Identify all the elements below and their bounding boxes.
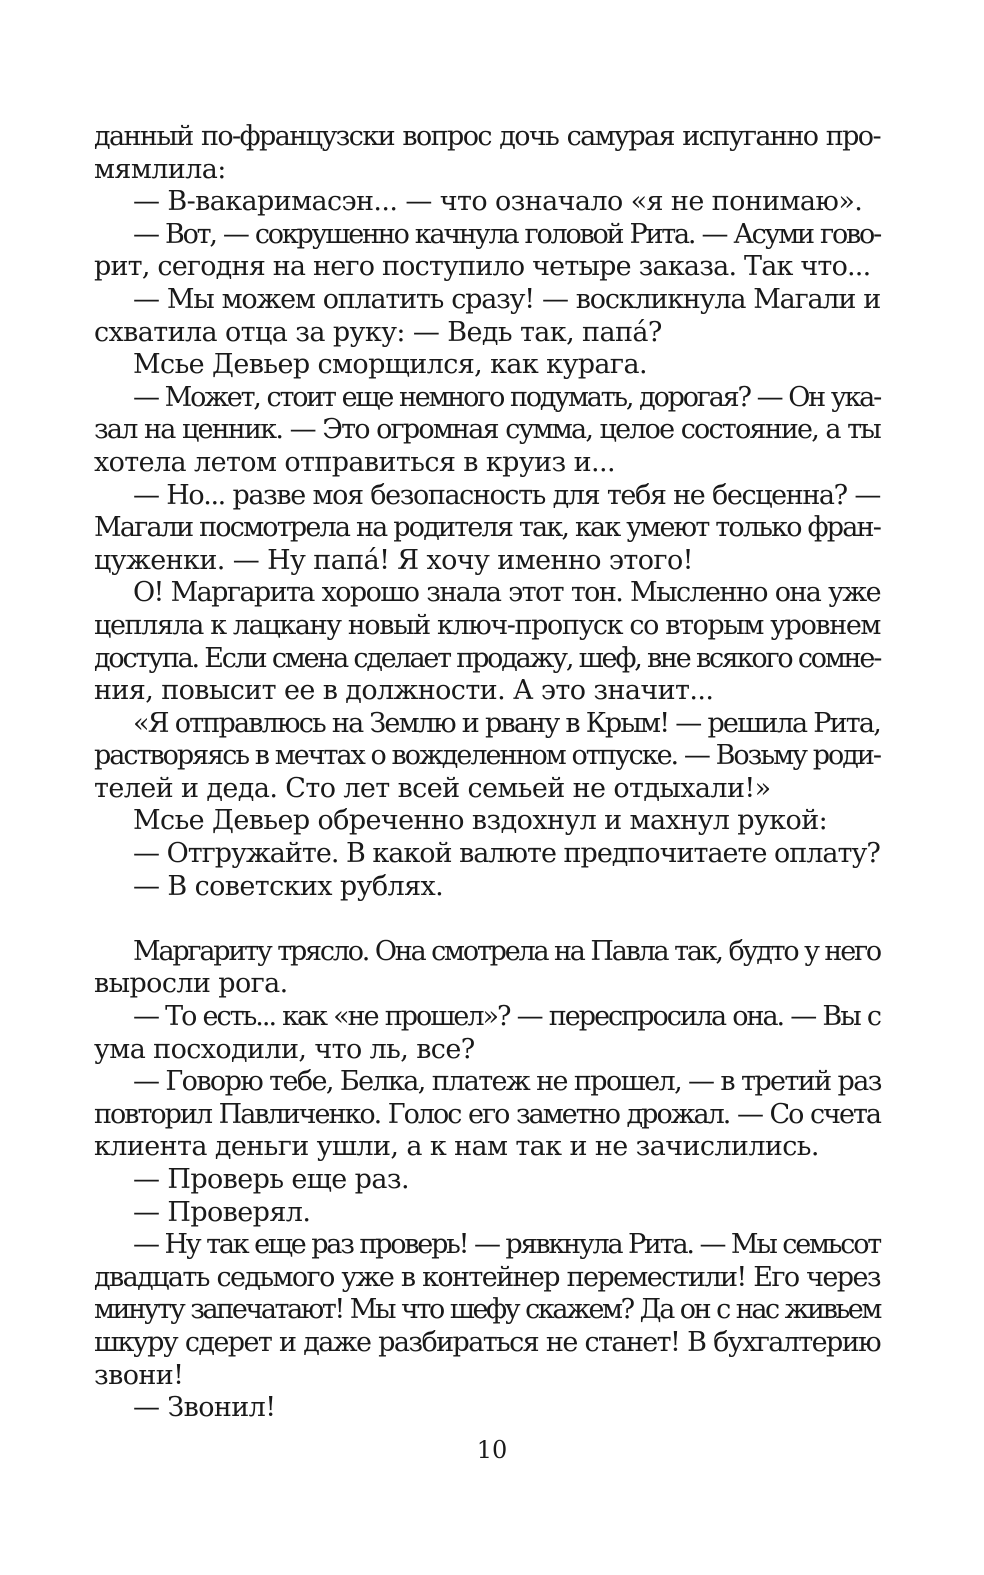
text-line: ния, повысит ее в должности. А это значит...	[94, 675, 714, 707]
text-line: шкуру сдерет и даже разбираться не станет! В бухгалтерию	[94, 1326, 880, 1358]
text-line: повторил Павличенко. Голос его заметно дрожал. — Со счета	[94, 1098, 880, 1130]
text-line: — Вот, — сокрушенно качнула головой Рита. — Асуми гово-	[133, 218, 880, 250]
text-line	[94, 903, 880, 936]
text-line: клиента деньги ушли, а к нам так и не зачислились.	[94, 1131, 819, 1163]
text-line: «Я отправлюсь на Землю и рвану в Крым! — решила Рита,	[133, 707, 880, 739]
text-line: — В-вакаримасэн... — что означало «я не понимаю».	[133, 186, 863, 218]
text-line: ума посходили, что ль, все?	[94, 1033, 475, 1065]
text-line: Мсье Девьер сморщился, как курага.	[133, 349, 647, 381]
text-line: двадцать седьмого уже в контейнер переместили! Его через	[94, 1261, 880, 1293]
text-line: минуту запечатают! Мы что шефу скажем? Да он с нас живьем	[94, 1294, 880, 1326]
text-line: — Но... разве моя безопасность для тебя не бесценна? —	[133, 479, 880, 511]
text-line: Магали посмотрела на родителя так, как умеют только фран-	[94, 512, 881, 544]
text-line: — Может, стоит еще немного подумать, дорогая? — Он ука-	[133, 381, 880, 413]
text-line: — Говорю тебе, Белка, платеж не прошел, — в третий раз	[133, 1066, 881, 1098]
text-line: выросли рога.	[94, 968, 288, 1000]
text-line: данный по-французски вопрос дочь самурая испуганно про-	[94, 121, 880, 152]
text-line: — Проверял.	[133, 1196, 311, 1228]
text-line: — Проверь еще раз.	[133, 1164, 409, 1195]
text-line: — В советских рублях.	[133, 870, 444, 902]
page-number: 10	[476, 1436, 508, 1464]
text-line: телей и деда. Сто лет всей семьей не отдыхали!»	[94, 772, 771, 804]
text-line: звони!	[94, 1359, 184, 1391]
body-text	[94, 121, 880, 1425]
text-line: рит, сегодня на него поступило четыре заказа. Так что...	[94, 251, 871, 283]
text-line: — Ну так еще раз проверь! — рявкнула Рита. — Мы семьсот	[133, 1229, 880, 1261]
text-line: хотела летом отправиться в круиз и...	[94, 446, 615, 478]
text-line: доступа. Если смена сделает продажу, шеф, вне всякого сомне-	[94, 642, 881, 674]
text-line: Маргариту трясло. Она смотрела на Павла так, будто у него	[133, 935, 880, 967]
text-line: О! Маргарита хорошо знала этот тон. Мысленно она уже	[133, 577, 880, 609]
text-line: мямлила:	[94, 153, 226, 185]
text-line: растворяясь в мечтах о вожделенном отпуске. — Возьму роди-	[94, 740, 880, 772]
text-line: — Мы можем оплатить сразу! — воскликнула Магали и	[133, 283, 880, 315]
text-line: цуженки. — Ну папа́! Я хочу именно этого!	[94, 544, 693, 576]
text-line: зал на ценник. — Это огромная сумма, целое состояние, а ты	[94, 414, 880, 446]
text-line: Мсье Девьер обреченно вздохнул и махнул рукой:	[133, 805, 828, 837]
text-line: — Звонил!	[133, 1392, 276, 1424]
text-line: — Отгружайте. В какой валюте предпочитаете оплату?	[133, 838, 880, 870]
text-line: цепляла к лацкану новый ключ-пропуск со вторым уровнем	[94, 609, 880, 641]
text-line: — То есть... как «не прошел»? — переспросила она. — Вы с	[133, 1001, 880, 1033]
text-line: схватила отца за руку: — Ведь так, папа́?	[94, 316, 662, 348]
